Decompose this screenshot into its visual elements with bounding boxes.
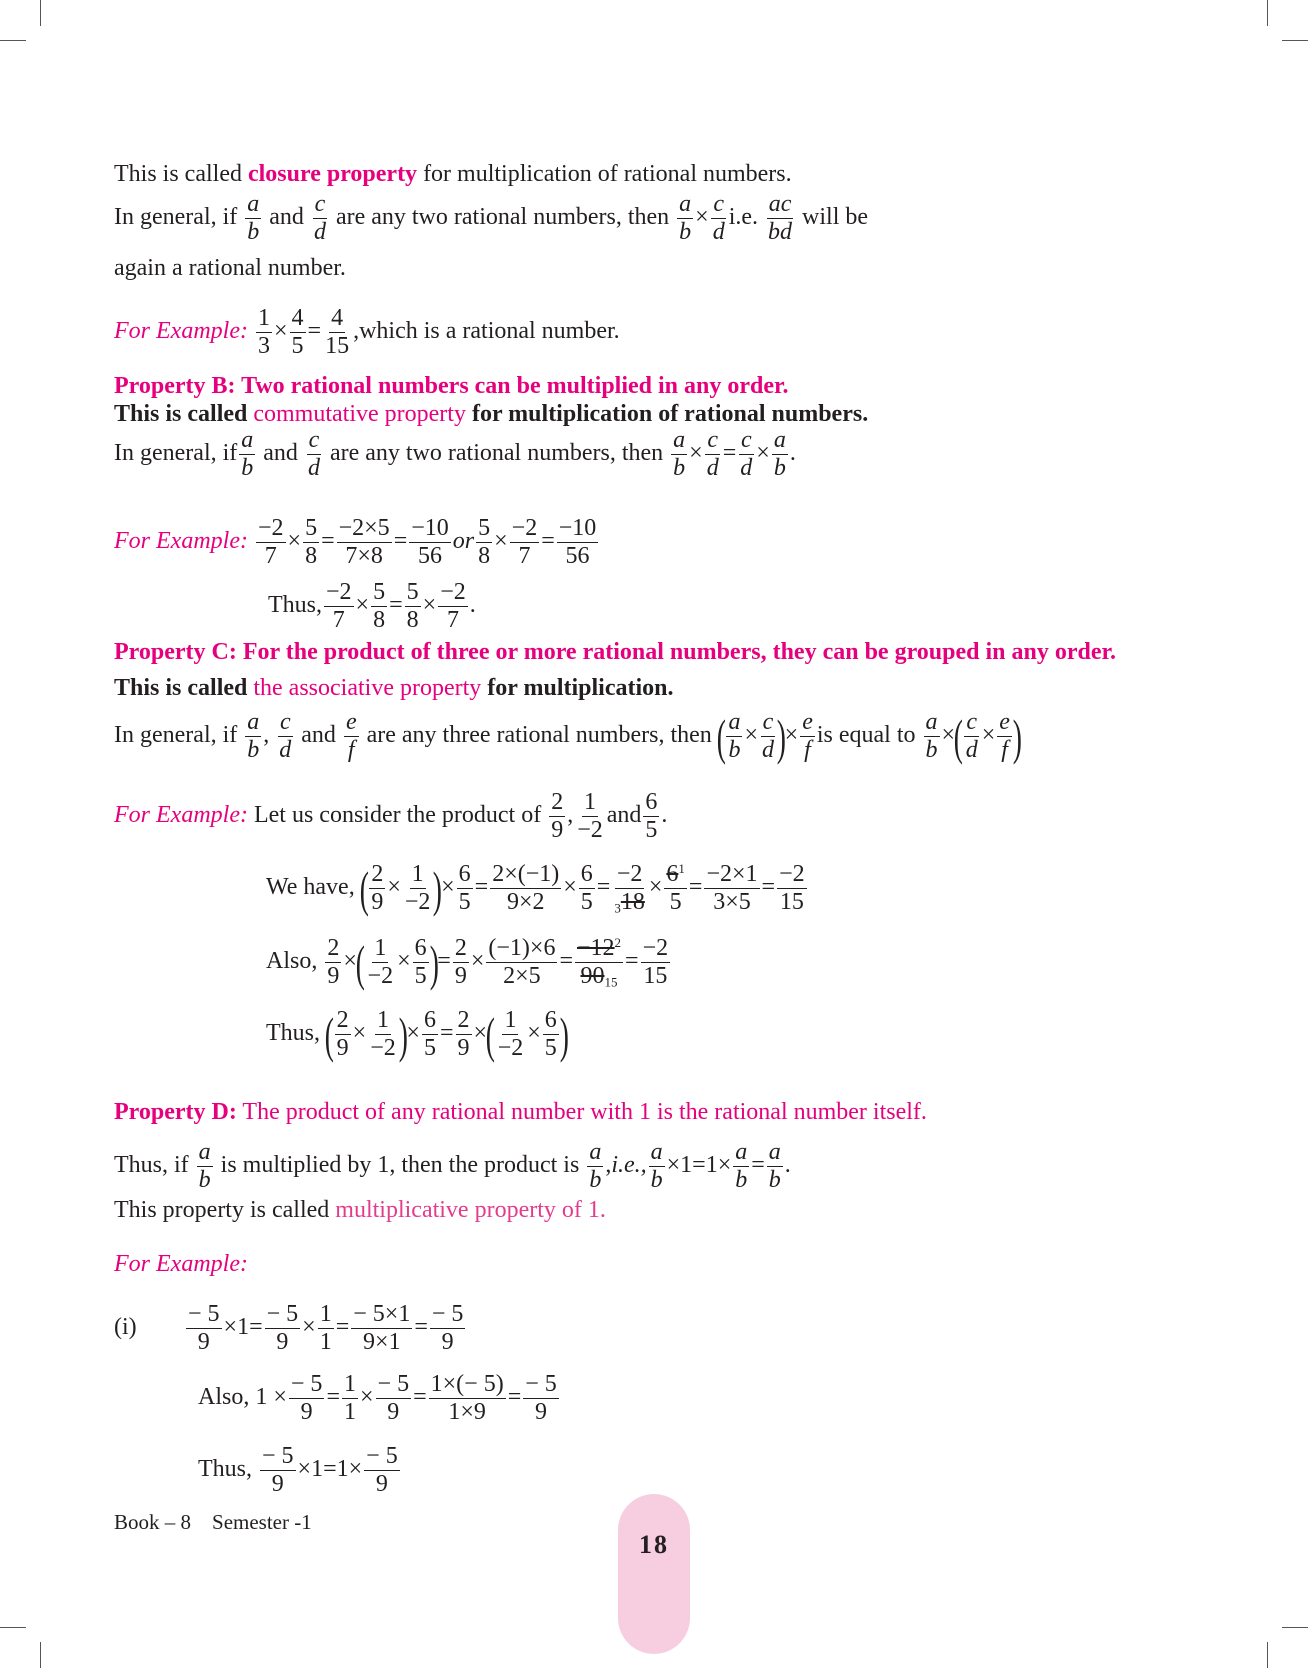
text: In general, if — [114, 204, 244, 231]
crop-mark — [1282, 40, 1308, 41]
fraction: $\frac{a}{b}$ — [735, 1139, 748, 1194]
fraction: $\frac{6}{5}$ — [423, 1007, 436, 1062]
fraction: $\frac{e}{f}$ — [802, 709, 813, 764]
item-label: (i) — [114, 1314, 137, 1341]
fraction: $\frac{4}{5}$ — [291, 305, 304, 360]
fraction: $\frac{-12^2}{9015}$ — [577, 935, 622, 990]
fraction: $\frac{6}{5}$ — [580, 861, 593, 916]
text: Let us consider the product of — [253, 802, 542, 829]
fraction: $\frac{2}{9}$ — [454, 935, 467, 990]
fraction: $\frac{-2}{7}$ — [326, 579, 352, 634]
fraction: $\frac{1}{3}$ — [257, 305, 270, 360]
fraction: $\frac{e}{f}$ — [999, 709, 1010, 764]
fraction: $\frac{a}{b}$ — [679, 191, 692, 246]
fraction: $\frac{a}{b}$ — [650, 1139, 663, 1194]
text: for multiplication of rational numbers. — [465, 401, 869, 427]
example-i-thus: Thus, $\frac{- 5}{9}$ ×1=1× $\frac{- 5}{9}$ — [198, 1443, 398, 1498]
property-b-general: In general, if $\frac{a}{b}$ and $\frac{c}{d}$ are any two rational numbers, then $\frac{a}{b}$ × $\frac{c}{d}$ = $\frac{c}{d}$ × $\frac{a}{b}$ . — [114, 427, 796, 482]
property-c-example: For Example: Let us consider the product of $\frac{2}{9}$ , $\frac{1}{-2}$ and $\frac{6}{5}$ . — [114, 789, 668, 844]
page-number-badge — [618, 1494, 690, 1654]
fraction: $\frac{1}{-2}$ — [497, 1007, 524, 1062]
fraction: $\frac{e}{f}$ — [345, 709, 357, 764]
fraction: $\frac{-2\times 1}{3\times 5}$ — [706, 861, 758, 916]
fraction: $\frac{a}{b}$ — [247, 709, 260, 764]
text: Thus, — [266, 1020, 320, 1047]
property-c-general: In general, if $\frac{a}{b}$ , $\frac{c}{d}$ and $\frac{e}{f}$ are any three rational numbers, then ( $\frac{a}{b}$ × $\frac{c}{d}$ )× $\frac{e}{f}$ is equal to $\frac{a}{b}$ ×( $\frac{c}{d}$ × $\frac{e}{f}$ ) — [114, 708, 1022, 765]
fraction: $\frac{c}{d}$ — [307, 427, 320, 482]
multiplicative-term: multiplicative property of 1. — [335, 1197, 606, 1223]
fraction: $\frac{6}{5}$ — [414, 935, 427, 990]
property-b-heading: Property B: Two rational numbers can be multiplied in any order. — [114, 373, 789, 399]
text: This is called — [114, 161, 248, 187]
property-b-thus: Thus, $\frac{-2}{7}$ × $\frac{5}{8}$ = $\frac{5}{8}$ × $\frac{-2}{7}$ . — [268, 579, 476, 634]
fraction: $\frac{-2}{15}$ — [779, 861, 805, 916]
fraction: $\frac{c}{d}$ — [712, 191, 725, 246]
fraction: $\frac{c}{d}$ — [313, 191, 326, 246]
property-c-also: Also, $\frac{2}{9}$ ×( $\frac{1}{-2}$ × $\frac{6}{5}$ )= $\frac{2}{9}$ × $\frac{(-1)\times 6}{2\times 5}$ = $\frac{-12^2}{9015}$ = $\frac{-2}{15}$ — [266, 934, 669, 991]
fraction: $\frac{1\times(- 5)}{1\times 9}$ — [430, 1371, 504, 1426]
fraction: $\frac{4}{15}$ — [325, 305, 350, 360]
crop-mark — [40, 1642, 41, 1668]
fraction: $\frac{a}{b}$ — [773, 427, 786, 482]
fraction: $\frac{1}{-2}$ — [577, 789, 603, 844]
fraction: $\frac{-2\times 5}{7\times 8}$ — [338, 515, 390, 570]
fraction: $\frac{c}{d}$ — [706, 427, 719, 482]
property-d-general: Thus, if $\frac{a}{b}$ is multiplied by 1, then the product is $\frac{a}{b}$ ,i.e., $\frac{a}{b}$ ×1=1× $\frac{a}{b}$ = $\frac{a}{b}$ . — [114, 1139, 791, 1194]
text: and — [606, 802, 642, 829]
text: are any two rational numbers, then — [335, 204, 670, 231]
property-c-thus: Thus, ( $\frac{2}{9}$ × $\frac{1}{-2}$ )× $\frac{6}{5}$ = $\frac{2}{9}$ ×( $\frac{1}{-2}$ × $\frac{6}{5}$ ) — [266, 1006, 569, 1063]
text: In general, if — [114, 722, 238, 749]
fraction: $\frac{c}{d}$ — [761, 709, 774, 764]
text: Thus, — [268, 592, 322, 619]
fraction: $\frac{- 5}{9}$ — [188, 1301, 220, 1356]
closure-continuation: again a rational number. — [114, 255, 346, 281]
fraction: $\frac{- 5}{9}$ — [366, 1443, 398, 1498]
fraction: $\frac{6}{5}$ — [458, 861, 471, 916]
property-c-desc — [114, 676, 674, 700]
property-b-example: For Example: $\frac{-2}{7}$ × $\frac{5}{8}$ = $\frac{-2\times 5}{7\times 8}$ = $\frac{-10}{56}$ or $\frac{5}{8}$ × $\frac{-2}{7}$ = $\frac{-10}{56}$ — [114, 515, 597, 570]
fraction: $\frac{-2}{7}$ — [511, 515, 538, 570]
fraction: $\frac{5}{8}$ — [305, 515, 318, 570]
fraction: $\frac{- 5\times 1}{9\times 1}$ — [353, 1301, 411, 1356]
fraction: $\frac{- 5}{9}$ — [431, 1301, 464, 1356]
fraction: $\frac{c}{d}$ — [279, 709, 292, 764]
fraction: $\frac{a}{b}$ — [925, 709, 938, 764]
text: This is called — [114, 675, 254, 701]
text: or — [452, 528, 475, 555]
fraction: $\frac{-10}{56}$ — [411, 515, 449, 570]
fraction: $\frac{6^1}{5}$ — [666, 861, 685, 916]
fraction: $\frac{1}{-2}$ — [370, 1007, 396, 1062]
fraction: $\frac{a}{b}$ — [768, 1139, 781, 1194]
example-label: For Example: — [114, 318, 248, 345]
fraction: $\frac{2}{9}$ — [457, 1007, 470, 1062]
fraction: $\frac{c}{d}$ — [740, 427, 753, 482]
text: is multiplied by 1, then the product is — [220, 1152, 580, 1179]
fraction: $\frac{- 5}{9}$ — [290, 1371, 323, 1426]
text: Also, — [266, 948, 318, 975]
text: for multiplication. — [481, 675, 674, 701]
text: for multiplication of rational numbers. — [417, 161, 792, 187]
fraction: $\frac{- 5}{9}$ — [266, 1301, 299, 1356]
text: In general, if — [114, 440, 238, 467]
crop-mark — [1267, 1642, 1268, 1668]
fraction: $\frac{ac}{bd}$ — [768, 191, 793, 246]
example-label: For Example: — [114, 1251, 248, 1277]
crop-mark — [1282, 1627, 1308, 1628]
text: i.e. — [728, 204, 759, 231]
text: are any three rational numbers, then — [366, 722, 712, 749]
text: i.e., — [611, 1152, 647, 1179]
fraction: $\frac{-2}{7}$ — [257, 515, 284, 570]
fraction: $\frac{1}{-2}$ — [404, 861, 431, 916]
fraction: $\frac{a}{b}$ — [247, 191, 260, 246]
example-label: For Example: — [114, 528, 248, 555]
crop-mark — [1267, 0, 1268, 26]
fraction: $\frac{2}{9}$ — [336, 1007, 349, 1062]
text: is equal to — [816, 722, 916, 749]
crop-mark — [0, 40, 26, 41]
closure-term: closure property — [247, 161, 418, 187]
fraction: $\frac{1}{-2}$ — [367, 935, 394, 990]
property-d-desc — [114, 1198, 606, 1222]
property-d-text: The product of any rational number with 1 is the rational number itself. — [236, 1099, 927, 1125]
fraction: $\frac{1}{1}$ — [343, 1371, 356, 1426]
fraction: $\frac{2}{9}$ — [327, 935, 340, 990]
fraction: $\frac{1}{1}$ — [319, 1301, 332, 1356]
text: ,which is a rational number. — [353, 318, 620, 345]
text: will be — [802, 204, 869, 231]
fraction: $\frac{- 5}{9}$ — [262, 1443, 294, 1498]
fraction: $\frac{6}{5}$ — [645, 789, 658, 844]
fraction: $\frac{2}{9}$ — [551, 789, 564, 844]
text: and — [269, 204, 304, 231]
fraction: $\frac{2}{9}$ — [371, 861, 384, 916]
page-number: 18 — [639, 1530, 669, 1559]
fraction: $\frac{a}{b}$ — [728, 709, 741, 764]
fraction: $\frac{-10}{56}$ — [558, 515, 597, 570]
property-d-heading — [114, 1100, 927, 1124]
text: This is called — [114, 401, 254, 427]
text: and — [301, 722, 336, 749]
fraction: $\frac{a}{b}$ — [589, 1139, 602, 1194]
fraction: $\frac{- 5}{9}$ — [377, 1371, 410, 1426]
crop-mark — [0, 1627, 26, 1628]
text: We have, — [266, 874, 355, 901]
fraction: $\frac{a}{b}$ — [198, 1139, 211, 1194]
text: Thus, if — [114, 1152, 189, 1179]
fraction: $\frac{a}{b}$ — [673, 427, 686, 482]
fraction: $\frac{5}{8}$ — [478, 515, 491, 570]
fraction: $\frac{a}{b}$ — [241, 427, 254, 482]
associative-term: the associative property — [253, 675, 482, 701]
fraction: $\frac{-2}{7}$ — [440, 579, 466, 634]
footer-semester: Semester -1 — [212, 1510, 312, 1534]
property-d-label: Property D: — [114, 1099, 237, 1125]
crop-mark — [40, 0, 41, 26]
footer — [114, 1510, 312, 1535]
example-i-also: Also, 1 × $\frac{- 5}{9}$ = $\frac{1}{1}$ × $\frac{- 5}{9}$ = $\frac{1\times(- 5)}{1\times 9}$ = $\frac{- 5}{9}$ — [198, 1371, 557, 1426]
fraction: $\frac{- 5}{9}$ — [525, 1371, 557, 1426]
footer-book: Book – 8 — [114, 1510, 192, 1534]
fraction: $\frac{c}{d}$ — [965, 709, 978, 764]
text: are any two rational numbers, then — [329, 440, 664, 467]
fraction: $\frac{-2}{318}$ — [614, 861, 645, 916]
example-label: For Example: — [114, 802, 248, 829]
fraction: $\frac{2\times(-1)}{9\times 2}$ — [492, 861, 560, 916]
closure-example: For Example: $\frac{1}{3}$ × $\frac{4}{5}$ = $\frac{4}{15}$ ,which is a rational number. — [114, 305, 620, 360]
text: Also, 1 — [198, 1384, 268, 1411]
text: and — [263, 440, 298, 467]
property-c-we-have: We have, ( $\frac{2}{9}$ × $\frac{1}{-2}$ )× $\frac{6}{5}$ = $\frac{2\times(-1)}{9\times 2}$ × $\frac{6}{5}$ = $\frac{-2}{318}$ × $\frac{6^1}{5}$ = $\frac{-2\times 1}{3\times 5}$ = $\frac{-2}{15}$ — [266, 860, 805, 917]
closure-line — [114, 162, 792, 186]
text: This property is called — [114, 1197, 336, 1223]
property-c-heading: Property C: For the product of three or more rational numbers, they can be grouped in any order. — [114, 639, 1116, 665]
fraction: $\frac{5}{8}$ — [373, 579, 386, 634]
property-b-desc — [114, 402, 868, 426]
fraction: $\frac{-2}{15}$ — [642, 935, 669, 990]
text: Thus, — [198, 1456, 252, 1483]
fraction: $\frac{(-1)\times 6}{2\times 5}$ — [488, 935, 556, 990]
commutative-term: commutative property — [253, 401, 466, 427]
example-i: (i) $\frac{- 5}{9}$ ×1= $\frac{- 5}{9}$ × $\frac{1}{1}$ = $\frac{- 5\times 1}{9\times 1}$ = $\frac{- 5}{9}$ — [114, 1301, 464, 1356]
closure-general-line: In general, if $\frac{a}{b}$ and $\frac{c}{d}$ are any two rational numbers, then $\frac{a}{b}$ × $\frac{c}{d}$ i.e. $\frac{ac}{bd}$ will be — [114, 191, 869, 246]
fraction: $\frac{5}{8}$ — [406, 579, 419, 634]
fraction: $\frac{6}{5}$ — [544, 1007, 557, 1062]
